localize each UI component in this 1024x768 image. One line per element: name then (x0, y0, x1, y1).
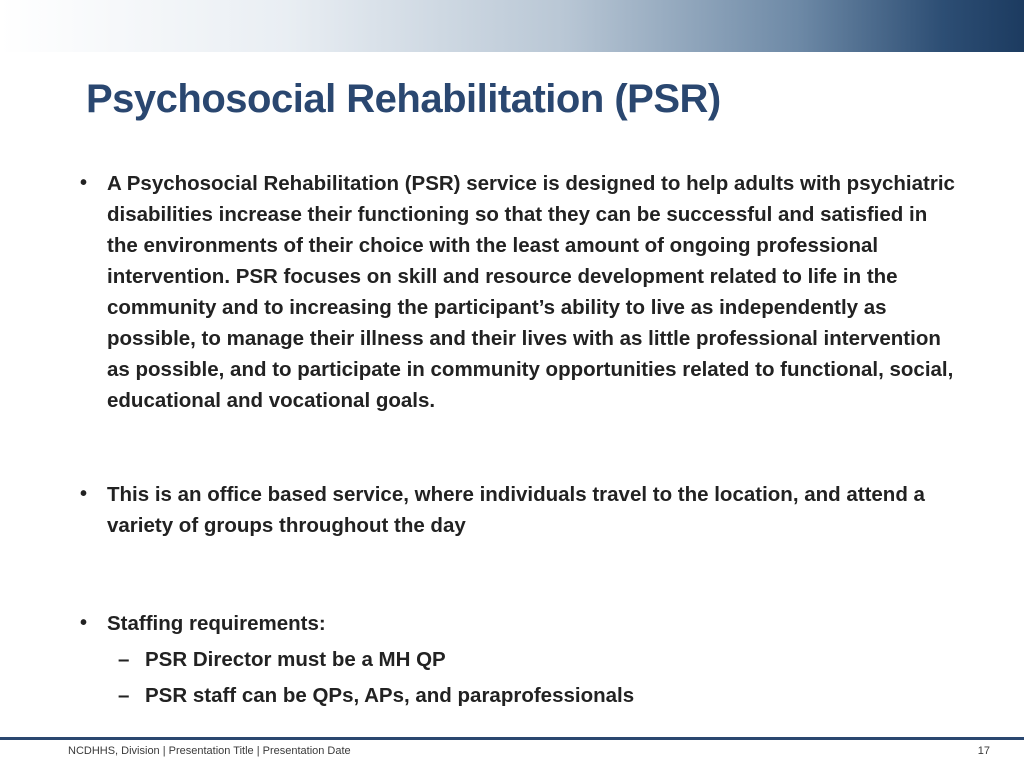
bullet-marker: • (80, 172, 88, 194)
sub-bullet-text: PSR Director must be a MH QP (145, 648, 446, 671)
footer-divider (0, 737, 1024, 740)
page-number: 17 (977, 745, 990, 757)
bullet-text: This is an office based service, where individuals travel to the location, and attend a variety of groups throughout the day (107, 483, 925, 537)
bullet-item (80, 608, 960, 639)
sub-bullet-item (80, 644, 960, 675)
footer-text: NCDHHS, Division | Presentation Title | Presentation Date (68, 745, 351, 757)
slide-title: Psychosocial Rehabilitation (PSR) (86, 77, 721, 121)
bullet-item (80, 168, 960, 416)
bullet-text: Staffing requirements: (107, 612, 326, 635)
sub-bullet-item (80, 680, 960, 711)
sub-bullet-marker: – (118, 684, 130, 707)
bullet-item (80, 479, 960, 541)
bullet-marker: • (80, 612, 88, 634)
bullet-text: A Psychosocial Rehabilitation (PSR) service is designed to help adults with psychiatric disabilities increase their functioning so that they can be successful and satisfied in the environments of their choice with the least amount of ongoing professional intervention. PSR focuses on skill and resource development related to life in the community and to increasing the participant’s ability to live as independently as possible, to manage their illness and their lives with as little professional intervention as possible, and to participate in community opportunities related to functional, social, educational and vocational goals. (107, 172, 955, 412)
bullet-marker: • (80, 483, 88, 505)
slide-body (80, 168, 960, 711)
sub-bullet-marker: – (118, 648, 130, 671)
sub-bullet-text: PSR staff can be QPs, APs, and paraprofessionals (145, 684, 635, 707)
header-gradient-band (0, 0, 1024, 52)
